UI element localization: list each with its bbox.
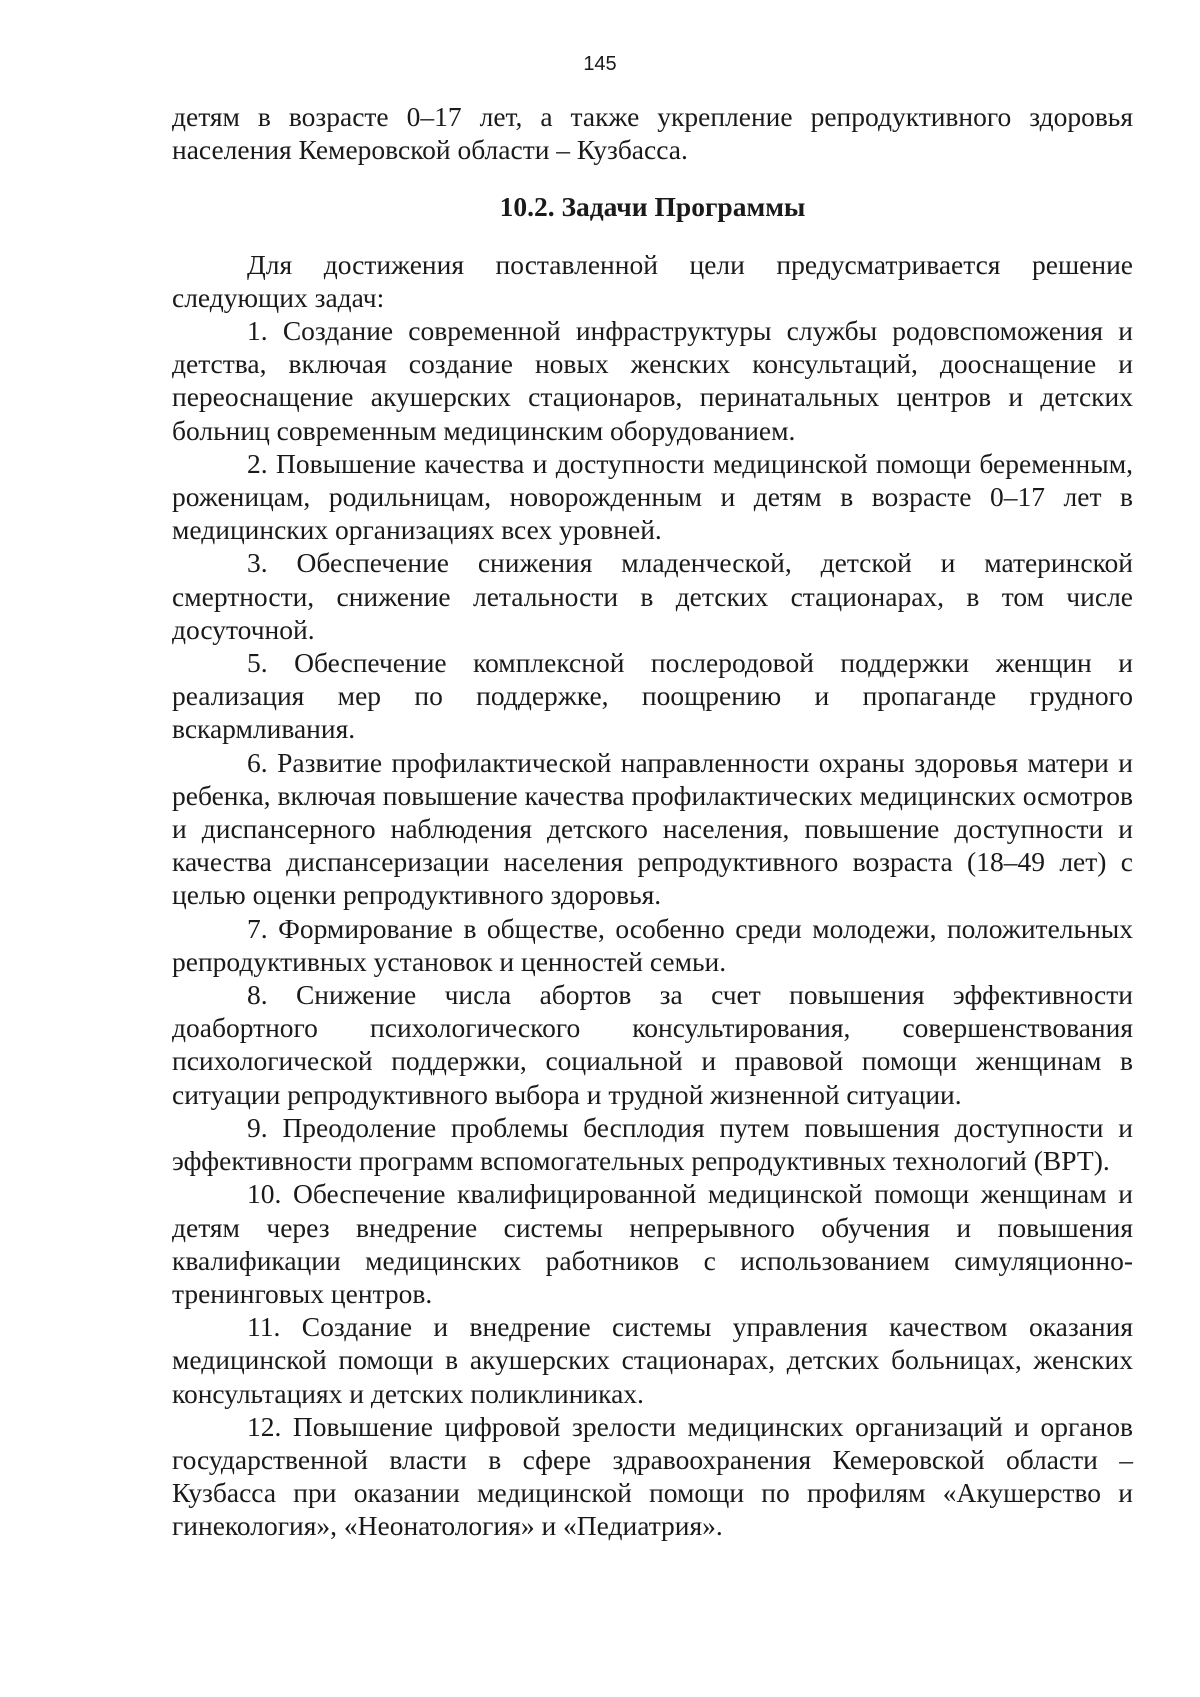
task-item-3: 3. Обеспечение снижения младенческой, детской и материнской смертности, снижение летальности в детских стационарах, в том числе досуточной. xyxy=(172,547,1133,645)
task-item-7: 7. Формирование в обществе, особенно среди молодежи, положительных репродуктивных установок и ценностей семьи. xyxy=(172,912,1133,977)
task-item-1: 1. Создание современной инфраструктуры службы родовспоможения и детства, включая создание новых женских консультаций, дооснащение и переоснащение акушерских стационаров, перинатальных центров и детских больниц современным медицинским оборудованием. xyxy=(172,315,1133,446)
task-item-2: 2. Повышение качества и доступности медицинской помощи беременным, роженицам, родильницам, новорожденным и детям в возрасте 0–17 лет в медицинских организациях всех уровней. xyxy=(172,447,1133,546)
task-item-11: 11. Создание и внедрение системы управления качеством оказания медицинской помощи в акушерских стационарах, детских больницах, женских консультациях и детских поликлиниках. xyxy=(172,1311,1133,1409)
lead-paragraph: Для достижения поставленной цели предусматривается решение следующих задач: xyxy=(172,248,1133,313)
task-item-9: 9. Преодоление проблемы бесплодия путем повышения доступности и эффективности программ вспомогательных репродуктивных технологий (ВРТ). xyxy=(172,1111,1133,1177)
task-item-10: 10. Обеспечение квалифицированной медицинской помощи женщинам и детям через внедрение системы непрерывного обучения и повышения квалификации медицинских работников с использованием симуляционно-тренинговых центров. xyxy=(172,1178,1133,1309)
page-number: 145 xyxy=(583,53,617,75)
task-item-12: 12. Повышение цифровой зрелости медицинских организаций и органов государственной власти в сфере здравоохранения Кемеровской области – Кузбасса при оказании медицинской помощи по профилям «Акушерство и гинекология», «Неонатология» и «Педиатрия». xyxy=(172,1410,1133,1542)
task-item-8: 8. Снижение числа абортов за счет повышения эффективности доабортного психологического консультирования, совершенствования психологической поддержки, социальной и правовой помощи женщинам в ситуации репродуктивного выбора и трудной жизненной ситуации. xyxy=(172,979,1133,1110)
task-item-5: 5. Обеспечение комплексной послеродовой поддержки женщин и реализация мер по поддержке, поощрению и пропаганде грудного вскармливания. xyxy=(172,647,1133,745)
section-heading: 10.2. Задачи Программы xyxy=(499,191,806,223)
task-item-6: 6. Развитие профилактической направленности охраны здоровья матери и ребенка, включая повышение качества профилактических медицинских осмотров и диспансерного наблюдения детского населения, повышение доступности и качества диспансеризации населения репродуктивного возраста (18–49 лет) с целью оценки репродуктивного здоровья. xyxy=(172,746,1133,911)
document-body xyxy=(172,100,1133,1543)
intro-paragraph: детям в возрасте 0–17 лет, а также укрепление репродуктивного здоровья населения Кемеровской области – Кузбасса. xyxy=(172,101,1133,166)
